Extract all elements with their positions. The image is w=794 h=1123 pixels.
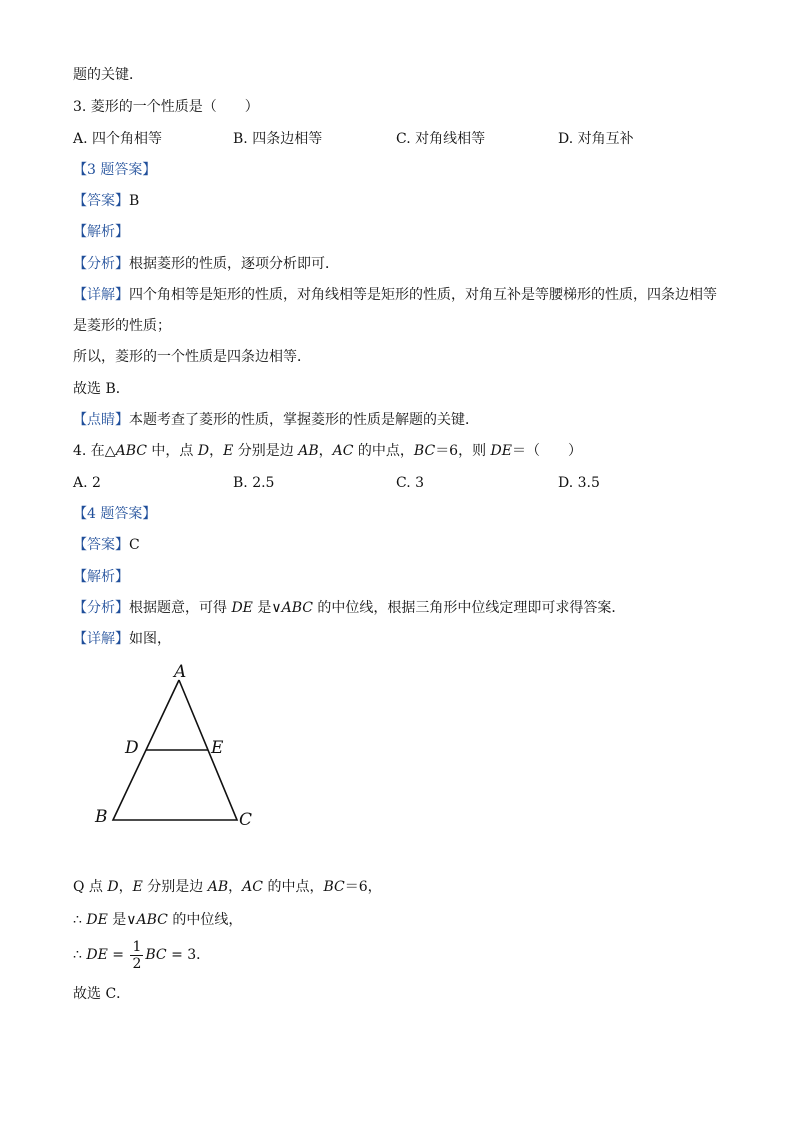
text: 4. 在△ [73, 443, 116, 459]
question-3-stem [73, 98, 259, 116]
solution-step-1 [73, 878, 382, 896]
q3-option-d: D. 对角互补 [558, 131, 634, 147]
text-line [73, 317, 171, 335]
text: ， [118, 879, 133, 895]
text: 根据题意，可得 [129, 600, 232, 616]
text: Q 点 [73, 879, 108, 895]
tag: 【答案】 [73, 193, 129, 209]
math: ABC [281, 600, 313, 616]
text-line [73, 66, 143, 84]
q4-option-b: B. 2.5 [233, 475, 275, 491]
q4-fenxi [73, 599, 625, 617]
triangle-figure [85, 655, 270, 835]
math: BC [145, 947, 167, 963]
text: ＝（ ） [512, 443, 582, 459]
math: BC [413, 443, 436, 459]
text: 所以，菱形的一个性质是四条边相等． [73, 349, 311, 365]
solution-step-2 [73, 911, 242, 929]
tag: 【分析】 [73, 600, 129, 616]
denominator: 2 [132, 955, 142, 972]
q4-jiexi: 【解析】 [73, 569, 129, 585]
q3-option-c: C. 对角线相等 [396, 131, 486, 147]
tag: 【详解】 [73, 631, 129, 647]
q4-answer-heading: 【4 题答案】 [73, 506, 157, 522]
tag: 【答案】 [73, 537, 129, 553]
math: AB [298, 443, 319, 459]
math: AC [332, 443, 354, 459]
math: DE [231, 600, 253, 616]
text: 根据菱形的性质，逐项分析即可． [129, 256, 339, 272]
text-line [73, 985, 130, 1003]
q4-option-a: A. 2 [73, 475, 101, 491]
text: 题的关键． [73, 67, 143, 83]
text: 分别是边 [142, 879, 208, 895]
text: 中，点 [146, 443, 198, 459]
q3-fenxi [73, 255, 339, 273]
math: D [107, 879, 119, 895]
text: ∴ [73, 947, 87, 963]
text: 是菱形的性质； [73, 318, 171, 334]
text-line [73, 380, 130, 398]
text: C [129, 537, 140, 553]
text: 的中点， [263, 879, 324, 895]
text: 故选 C． [73, 986, 131, 1002]
math: DE [86, 947, 108, 963]
tag: 【点睛】 [73, 412, 129, 428]
q3-option-a: A. 四个角相等 [73, 131, 163, 147]
math: E [223, 443, 234, 459]
numerator: 1 [132, 938, 142, 955]
text: 的中点， [353, 443, 414, 459]
math: DE [86, 912, 108, 928]
text: B [129, 193, 140, 209]
q3-dianjing [73, 411, 479, 429]
math: AC [242, 879, 263, 895]
text: ＝6， [344, 879, 382, 895]
fraction-one-half [130, 939, 143, 972]
math: ABC [136, 912, 168, 928]
text: 是∨ [252, 600, 282, 616]
question-4-stem [73, 442, 582, 460]
text: 的中位线， [167, 912, 243, 928]
text: 本题考查了菱形的性质，掌握菱形的性质是解题的关键． [129, 412, 479, 428]
q3-answer [73, 192, 139, 210]
text: 是∨ [107, 912, 137, 928]
tag: 【详解】 [73, 287, 129, 303]
tag: 【分析】 [73, 256, 129, 272]
math: E [132, 879, 143, 895]
text: ， [318, 443, 333, 459]
q4-answer [73, 536, 140, 554]
text: 四个角相等是矩形的性质，对角线相等是矩形的性质，对角互补是等腰梯形的性质，四条边相等 [129, 287, 717, 303]
label-e: E [211, 738, 224, 758]
q3-option-b: B. 四条边相等 [233, 131, 323, 147]
text: ＝6，则 [435, 443, 491, 459]
label-a: A [174, 662, 187, 682]
q3-xiangjie [73, 286, 717, 304]
q4-option-d: D. 3.5 [558, 475, 600, 491]
math: D [197, 443, 210, 459]
text: = [107, 947, 129, 963]
text: 的中位线，根据三角形中位线定理即可求得答案． [312, 600, 626, 616]
label-c: C [239, 810, 253, 830]
text: ， [228, 879, 243, 895]
q3-jiexi: 【解析】 [73, 224, 129, 240]
q4-option-c: C. 3 [396, 475, 425, 491]
text: 如图， [129, 631, 171, 647]
math: ABC [115, 443, 147, 459]
text: 3. 菱形的一个性质是（ ） [73, 99, 259, 115]
q3-answer-heading: 【3 题答案】 [73, 162, 157, 178]
q4-xiangjie [73, 630, 171, 648]
math: AB [207, 879, 229, 895]
text: = 3． [166, 947, 211, 963]
text: 故选 B． [73, 381, 130, 397]
label-b: B [95, 807, 108, 827]
text: ， [209, 443, 224, 459]
text: 分别是边 [233, 443, 299, 459]
math: DE [490, 443, 512, 459]
math: BC [323, 879, 345, 895]
solution-step-3 [73, 938, 210, 972]
text-line [73, 348, 311, 366]
text: ∴ [73, 912, 87, 928]
label-d: D [125, 738, 139, 758]
